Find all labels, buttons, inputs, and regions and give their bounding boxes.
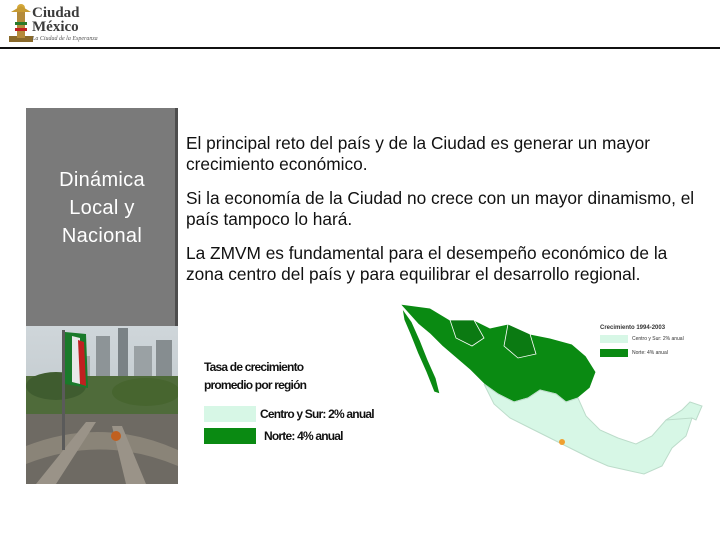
growth-rate-swatch-north [204, 428, 256, 444]
logo-line1: Ciudad [32, 5, 80, 21]
sidebar-title [26, 166, 178, 250]
map-legend-label: Centro y Sur: 2% anual [632, 336, 684, 342]
header-divider [0, 47, 720, 49]
bullet-item: La ZMVM es fundamental para el desempeño económico de la zona centro del país y para equilibrar el desarrollo regional. [186, 243, 668, 284]
growth-rate-title-line-1: Tasa de crecimiento [204, 360, 304, 374]
sidebar-title-line-3: Nacional [61, 225, 143, 247]
growth-rate-title-line-2: promedio por región [204, 378, 307, 392]
sidebar-title-line-1: Dinámica [59, 169, 145, 191]
growth-rate-title [204, 358, 306, 394]
sidebar-title-line-2: Local y [69, 197, 135, 219]
bullet-item: El principal reto del país y de la Ciudad es generar un mayor crecimiento económico. [186, 133, 650, 174]
logo-line2: México [32, 19, 79, 35]
bullet-item: Si la economía de la Ciudad no crece con un mayor dinamismo, el país tampoco lo hará. [186, 188, 695, 229]
map-legend-swatch-center-south [600, 335, 628, 343]
logo-tagline: La Ciudad de la Esperanza [32, 36, 98, 42]
mexico-city-marker [559, 439, 565, 445]
growth-rate-swatch-center-south [204, 406, 256, 422]
growth-rate-label: Centro y Sur: 2% anual [260, 407, 374, 421]
map-north-region [400, 304, 596, 402]
map-legend-title: Crecimiento 1994-2003 [600, 325, 666, 331]
map-legend-swatch-north [600, 349, 628, 357]
map-legend-label: Norte: 4% anual [632, 350, 668, 356]
city-photo [26, 326, 178, 484]
growth-rate-label: Norte: 4% anual [264, 429, 343, 443]
bullet-list [186, 133, 706, 298]
